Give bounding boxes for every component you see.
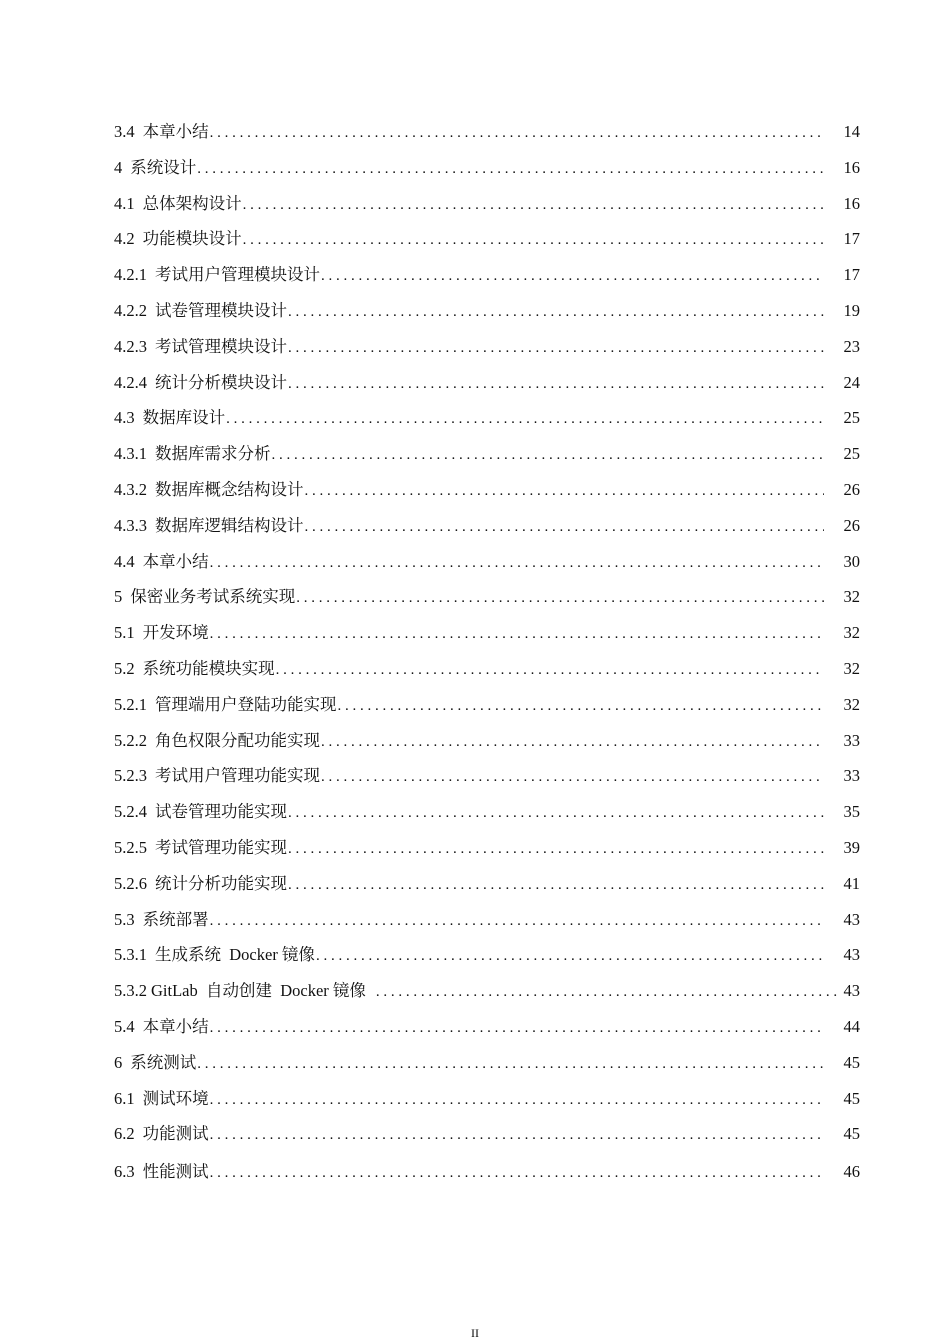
toc-dot-leader: [210, 904, 824, 940]
toc-entry-title: 保密业务考试系统实现: [130, 587, 296, 607]
toc-entry-number: 4: [114, 157, 123, 177]
toc-entry-title: 考试用户管理模块设计: [155, 265, 320, 285]
toc-entry-page: 45: [843, 1088, 860, 1108]
toc-entry-6[interactable]: [114, 1045, 860, 1081]
toc-entry-title: 测试环境: [142, 1088, 209, 1108]
toc-dot-leader: [243, 188, 824, 224]
toc-dot-leader: [321, 725, 824, 761]
toc-entry-number: 6.3: [114, 1162, 135, 1182]
toc-entry-title: 数据库概念结构设计: [155, 479, 304, 499]
toc-entry-number: 4.1: [114, 193, 135, 213]
toc-entry-page: 25: [843, 408, 860, 428]
toc-entry-5-3-2[interactable]: [114, 973, 860, 1009]
toc-entry-4-3-2[interactable]: [114, 472, 860, 508]
toc-entry-number: 5.3: [114, 909, 135, 929]
toc-dot-leader: [296, 581, 824, 617]
toc-entry-5-2-1[interactable]: [114, 687, 860, 723]
toc-entry-5-2-6[interactable]: [114, 866, 860, 902]
toc-entry-number: 4.3: [114, 408, 135, 428]
toc-entry-5-3-1[interactable]: [114, 937, 860, 973]
toc-dot-leader: [210, 1083, 824, 1119]
toc-entry-4-1[interactable]: [114, 186, 860, 222]
toc-entry-page: 26: [843, 515, 860, 535]
toc-entry-page: 43: [843, 945, 860, 965]
toc-entry-title: 开发环境: [142, 623, 209, 643]
toc-entry-page: 26: [843, 479, 860, 499]
toc-entry-number: 3.4: [114, 122, 135, 141]
toc-entry-title: 考试用户管理功能实现: [155, 766, 320, 786]
toc-dot-leader: [272, 438, 825, 474]
toc-entry-number: 5.2: [114, 658, 135, 678]
toc-dot-leader: [288, 832, 824, 868]
toc-entry-page: 45: [843, 1124, 860, 1144]
toc-dot-leader: [376, 975, 838, 1011]
toc-entry-title: 试卷管理功能实现: [155, 802, 287, 822]
toc-entry-6-2[interactable]: [114, 1116, 860, 1152]
toc-entry-title: 考试管理功能实现: [155, 837, 287, 857]
toc-entry-page: 32: [843, 658, 860, 678]
toc-entry-title: 本章小结: [142, 1016, 209, 1036]
toc-dot-leader: [288, 796, 824, 832]
toc-dot-leader: [305, 474, 825, 510]
toc-entry-5[interactable]: [114, 579, 860, 615]
toc-entry-4[interactable]: [114, 150, 860, 186]
toc-entry-4-3-1[interactable]: [114, 436, 860, 472]
toc-entry-number: 5.2.5: [114, 837, 147, 857]
toc-entry-6-3[interactable]: [114, 1154, 860, 1190]
toc-entry-number: 6: [114, 1052, 123, 1072]
toc-entry-4-3[interactable]: [114, 400, 860, 436]
toc-dot-leader: [338, 689, 825, 725]
toc-entry-page: 32: [843, 623, 860, 643]
toc-entry-page: 32: [843, 587, 860, 607]
toc-dot-leader: [243, 223, 824, 259]
toc-dot-leader: [210, 1011, 824, 1047]
toc-entry-page: 33: [843, 766, 860, 786]
toc-entry-5-2[interactable]: [114, 651, 860, 687]
toc-entry-page: 43: [843, 981, 860, 1001]
toc-entry-number: 5.2.3: [114, 766, 147, 786]
toc-entry-title: 数据库设计: [142, 408, 226, 428]
toc-entry-page: 30: [843, 551, 860, 571]
toc-entry-4-2-2[interactable]: [114, 293, 860, 329]
toc-dot-leader: [210, 1118, 824, 1154]
toc-entry-title: 功能模块设计: [142, 229, 242, 249]
toc-entry-number: 4.2.3: [114, 336, 147, 356]
toc-dot-leader: [210, 116, 824, 152]
toc-entry-4-2-4[interactable]: [114, 365, 860, 401]
toc-entry-page: 43: [843, 909, 860, 929]
toc-dot-leader: [197, 152, 824, 188]
toc-entry-title: 本章小结: [142, 122, 209, 141]
toc-entry-number: 4.3.2: [114, 479, 147, 499]
toc-entry-3-4[interactable]: [114, 114, 860, 150]
toc-entry-number: 5.2.2: [114, 730, 147, 750]
toc-entry-title: 考试管理模块设计: [155, 336, 287, 356]
toc-entry-page: 46: [843, 1162, 860, 1182]
toc-entry-number: 4.2.4: [114, 372, 147, 392]
toc-dot-leader: [321, 259, 824, 295]
toc-entry-5-1[interactable]: [114, 615, 860, 651]
toc-entry-page: 24: [843, 372, 860, 392]
toc-entry-page: 17: [843, 265, 860, 285]
toc-entry-title: 系统测试: [130, 1052, 197, 1072]
toc-entry-page: 32: [843, 694, 860, 714]
toc-entry-page: 45: [843, 1052, 860, 1072]
toc-dot-leader: [321, 760, 824, 796]
toc-entry-title: 系统功能模块实现: [142, 658, 275, 678]
toc-entry-title: 本章小结: [142, 551, 209, 571]
toc-entry-title: 功能测试: [142, 1124, 209, 1144]
toc-entry-number: 5.2.6: [114, 873, 147, 893]
toc-entry-title: 数据库需求分析: [155, 444, 271, 464]
toc-dot-leader: [210, 1156, 824, 1192]
toc-entry-4-2[interactable]: [114, 221, 860, 257]
toc-entry-title: 性能测试: [142, 1162, 209, 1182]
toc-entry-number: 4.3.1: [114, 444, 147, 464]
toc-entry-title: 系统设计: [130, 157, 197, 177]
toc-entry-title: GitLab 自动创建 Docker 镜像: [151, 981, 366, 1001]
toc-entry-page: 16: [843, 157, 860, 177]
toc-entry-number: 4.3.3: [114, 515, 147, 535]
toc-entry-title: 角色权限分配功能实现: [155, 730, 320, 750]
toc-entry-page: 16: [843, 193, 860, 213]
toc-entry-page: 19: [843, 300, 860, 320]
toc-entry-number: 5.3.2: [114, 981, 147, 1001]
toc-dot-leader: [210, 546, 824, 582]
toc-dot-leader: [226, 402, 824, 438]
toc-dot-leader: [288, 367, 824, 403]
toc-entry-number: 4.2.1: [114, 265, 147, 285]
toc-dot-leader: [210, 617, 824, 653]
toc-dot-leader: [288, 295, 824, 331]
toc-entry-5-2-4[interactable]: [114, 794, 860, 830]
toc-entry-number: 4.2: [114, 229, 135, 249]
page-number-footer: II: [471, 1326, 479, 1340]
toc-entry-page: 23: [843, 336, 860, 356]
toc-entry-title: 管理端用户登陆功能实现: [155, 694, 337, 714]
toc-entry-title: 试卷管理模块设计: [155, 300, 287, 320]
toc-entry-page: 39: [843, 837, 860, 857]
toc-entry-title: 数据库逻辑结构设计: [155, 515, 304, 535]
toc-entry-number: 6.1: [114, 1088, 135, 1108]
toc-entry-number: 5.1: [114, 623, 135, 643]
toc-entry-page: 35: [843, 802, 860, 822]
toc-entry-page: 17: [843, 229, 860, 249]
toc-entry-5-2-5[interactable]: [114, 830, 860, 866]
toc-entry-number: 5: [114, 587, 123, 607]
toc-entry-page: 44: [843, 1016, 860, 1036]
toc-dot-leader: [316, 939, 824, 975]
toc-dot-leader: [305, 510, 825, 546]
toc-entry-5-3[interactable]: [114, 902, 860, 938]
toc-entry-number: 5.2.1: [114, 694, 147, 714]
toc-entry-number: 4.2.2: [114, 300, 147, 320]
toc-dot-leader: [288, 331, 824, 367]
toc-entry-4-2-1[interactable]: [114, 257, 860, 293]
toc-entry-4-4[interactable]: [114, 544, 860, 580]
toc-entry-title: 统计分析功能实现: [155, 873, 287, 893]
toc-entry-number: 5.4: [114, 1016, 135, 1036]
toc-entry-title: 生成系统 Docker 镜像: [155, 945, 315, 965]
toc-entry-page: 41: [843, 873, 860, 893]
toc-entry-page: 14: [843, 122, 860, 141]
table-of-contents: [114, 114, 860, 1190]
toc-entry-page: 33: [843, 730, 860, 750]
toc-entry-number: 6.2: [114, 1124, 135, 1144]
toc-dot-leader: [288, 868, 824, 904]
toc-entry-5-4[interactable]: [114, 1009, 860, 1045]
toc-entry-title: 系统部署: [142, 909, 209, 929]
toc-dot-leader: [276, 653, 824, 689]
toc-entry-6-1[interactable]: [114, 1081, 860, 1117]
toc-dot-leader: [197, 1047, 824, 1083]
toc-entry-title: 总体架构设计: [142, 193, 242, 213]
toc-entry-5-2-3[interactable]: [114, 758, 860, 794]
toc-entry-4-2-3[interactable]: [114, 329, 860, 365]
toc-entry-number: 5.3.1: [114, 945, 147, 965]
toc-entry-number: 5.2.4: [114, 802, 147, 822]
toc-entry-title: 统计分析模块设计: [155, 372, 287, 392]
toc-entry-5-2-2[interactable]: [114, 723, 860, 759]
toc-entry-number: 4.4: [114, 551, 135, 571]
toc-entry-page: 25: [843, 444, 860, 464]
toc-entry-4-3-3[interactable]: [114, 508, 860, 544]
